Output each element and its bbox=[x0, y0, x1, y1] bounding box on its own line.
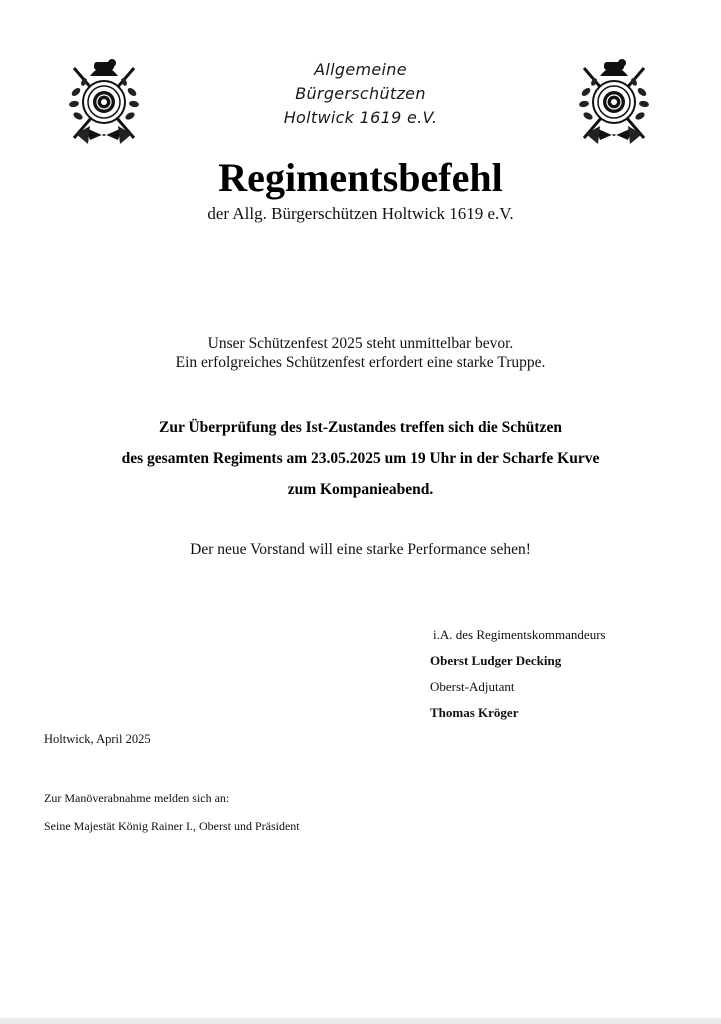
signature-block bbox=[430, 622, 700, 726]
signature-adjutant-name: Thomas Kröger bbox=[430, 705, 519, 720]
inspection-attendee: Seine Majestät König Rainer I., Oberst und Präsident bbox=[44, 819, 300, 833]
intro-paragraph bbox=[0, 334, 721, 372]
performance-statement: Der neue Vorstand will eine starke Performance sehen! bbox=[190, 541, 531, 558]
club-name bbox=[220, 58, 501, 130]
intro-line-2: Ein erfolgreiches Schützenfest erfordert eine starke Truppe. bbox=[175, 354, 546, 371]
place-date: Holtwick, April 2025 bbox=[44, 732, 151, 746]
announcement-line-2: des gesamten Regiments am 23.05.2025 um 19 Uhr in der Scharfe Kurve bbox=[121, 450, 600, 467]
document-subtitle: der Allg. Bürgerschützen Holtwick 1619 e.V. bbox=[207, 204, 514, 223]
announcement-line-1: Zur Überprüfung des Ist-Zustandes treffen sich die Schützen bbox=[159, 419, 562, 436]
announcement-paragraph bbox=[0, 412, 721, 505]
document-title: Regimentsbefehl bbox=[218, 155, 503, 200]
intro-line-1: Unser Schützenfest 2025 steht unmittelbar bevor. bbox=[207, 335, 514, 352]
signature-on-behalf: i.A. des Regimentskommandeurs bbox=[433, 627, 606, 642]
club-emblem-left-icon bbox=[66, 54, 142, 146]
club-name-line-2: Bürgerschützen bbox=[295, 84, 426, 103]
club-emblem-right-icon bbox=[576, 54, 652, 146]
club-name-line-1: Allgemeine bbox=[314, 60, 407, 79]
page-bottom-edge bbox=[0, 1018, 721, 1024]
club-name-line-3: Holtwick 1619 e.V. bbox=[283, 108, 438, 127]
signature-commander-name: Oberst Ludger Decking bbox=[430, 653, 562, 668]
inspection-block bbox=[44, 784, 300, 840]
announcement-line-3: zum Kompanieabend. bbox=[287, 481, 434, 498]
signature-adjutant-role: Oberst-Adjutant bbox=[430, 679, 515, 694]
inspection-intro: Zur Manöverabnahme melden sich an: bbox=[44, 791, 230, 805]
